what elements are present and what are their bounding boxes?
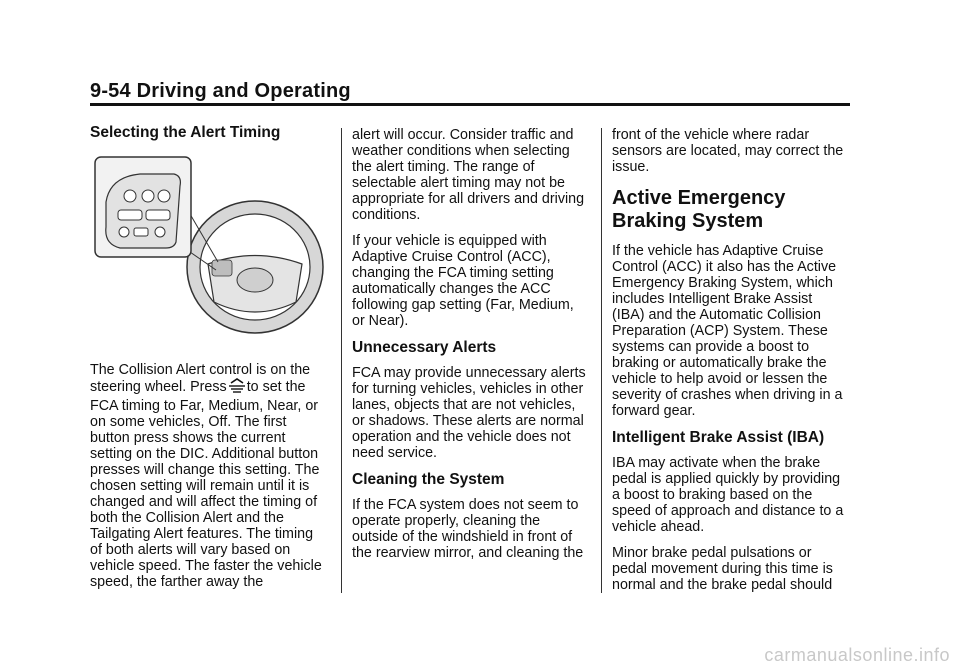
paragraph <box>90 362 326 590</box>
header-rule <box>90 103 850 106</box>
column-3 <box>612 127 848 603</box>
page-header: 9-54 Driving and Operating <box>90 80 351 102</box>
section-heading: Selecting the Alert Timing <box>90 124 281 141</box>
steering-wheel-illustration <box>90 152 326 338</box>
column-1 <box>90 124 326 600</box>
paragraph: IBA may activate when the brake pedal is applied quickly by providing a boost to braking based on the speed of approach and distance to a vehicle ahead. <box>612 455 844 535</box>
subsection-heading: Unnecessary Alerts <box>352 339 497 356</box>
section-heading: Active Emergency Braking System <box>612 187 786 232</box>
paragraph: front of the vehicle where radar sensors are located, may correct the issue. <box>612 127 844 175</box>
paragraph-text: The Collision Alert control is on the steering wheel. Press <box>90 362 311 395</box>
paragraph-text: to set the FCA timing to Far, Medium, Near, or on some vehicles, Off. The first button press shows the current setting on the DIC. Additional button presses will change this setting. The chosen setting will remain until it is changed and will affect the timing of both the Collision Alert and the Tailgating Alert features. The timing of both alerts will vary based on vehicle speed. The faster the vehicle speed, the farther away the <box>90 379 322 590</box>
paragraph: If the FCA system does not seem to operate properly, cleaning the outside of the windshield in front of the rearview mirror, and cleaning the <box>352 497 584 561</box>
paragraph: FCA may provide unnecessary alerts for turning vehicles, vehicles in other lanes, objects that are not vehicles, or shadows. These alerts are normal operation and the vehicle does not need service. <box>352 365 586 461</box>
paragraph: alert will occur. Consider traffic and weather conditions when selecting the alert timing. The range of selectable alert timing may not be appropriate for all drivers and driving conditions. <box>352 127 585 223</box>
paragraph: Minor brake pedal pulsations or pedal movement during this time is normal and the brake pedal should <box>612 545 833 593</box>
column-divider <box>601 128 602 593</box>
paragraph: If your vehicle is equipped with Adaptive Cruise Control (ACC), changing the FCA timing setting automatically changes the ACC following gap setting (Far, Medium, or Near). <box>352 233 574 329</box>
paragraph: If the vehicle has Adaptive Cruise Control (ACC) it also has the Active Emergency Braking System, which includes Intelligent Brake Assist (IBA) and the Automatic Collision Preparation (ACP) System. These systems can provide a boost to braking or automatically brake the vehicle to help avoid or lessen the severity of crashes when driving in a forward gear. <box>612 243 843 419</box>
column-divider <box>341 128 342 593</box>
collision-alert-gap-icon <box>228 378 246 398</box>
watermark: carmanualsonline.info <box>764 645 950 665</box>
subsection-heading: Cleaning the System <box>352 471 505 488</box>
column-2 <box>352 127 588 571</box>
subsection-heading: Intelligent Brake Assist (IBA) <box>612 429 825 446</box>
